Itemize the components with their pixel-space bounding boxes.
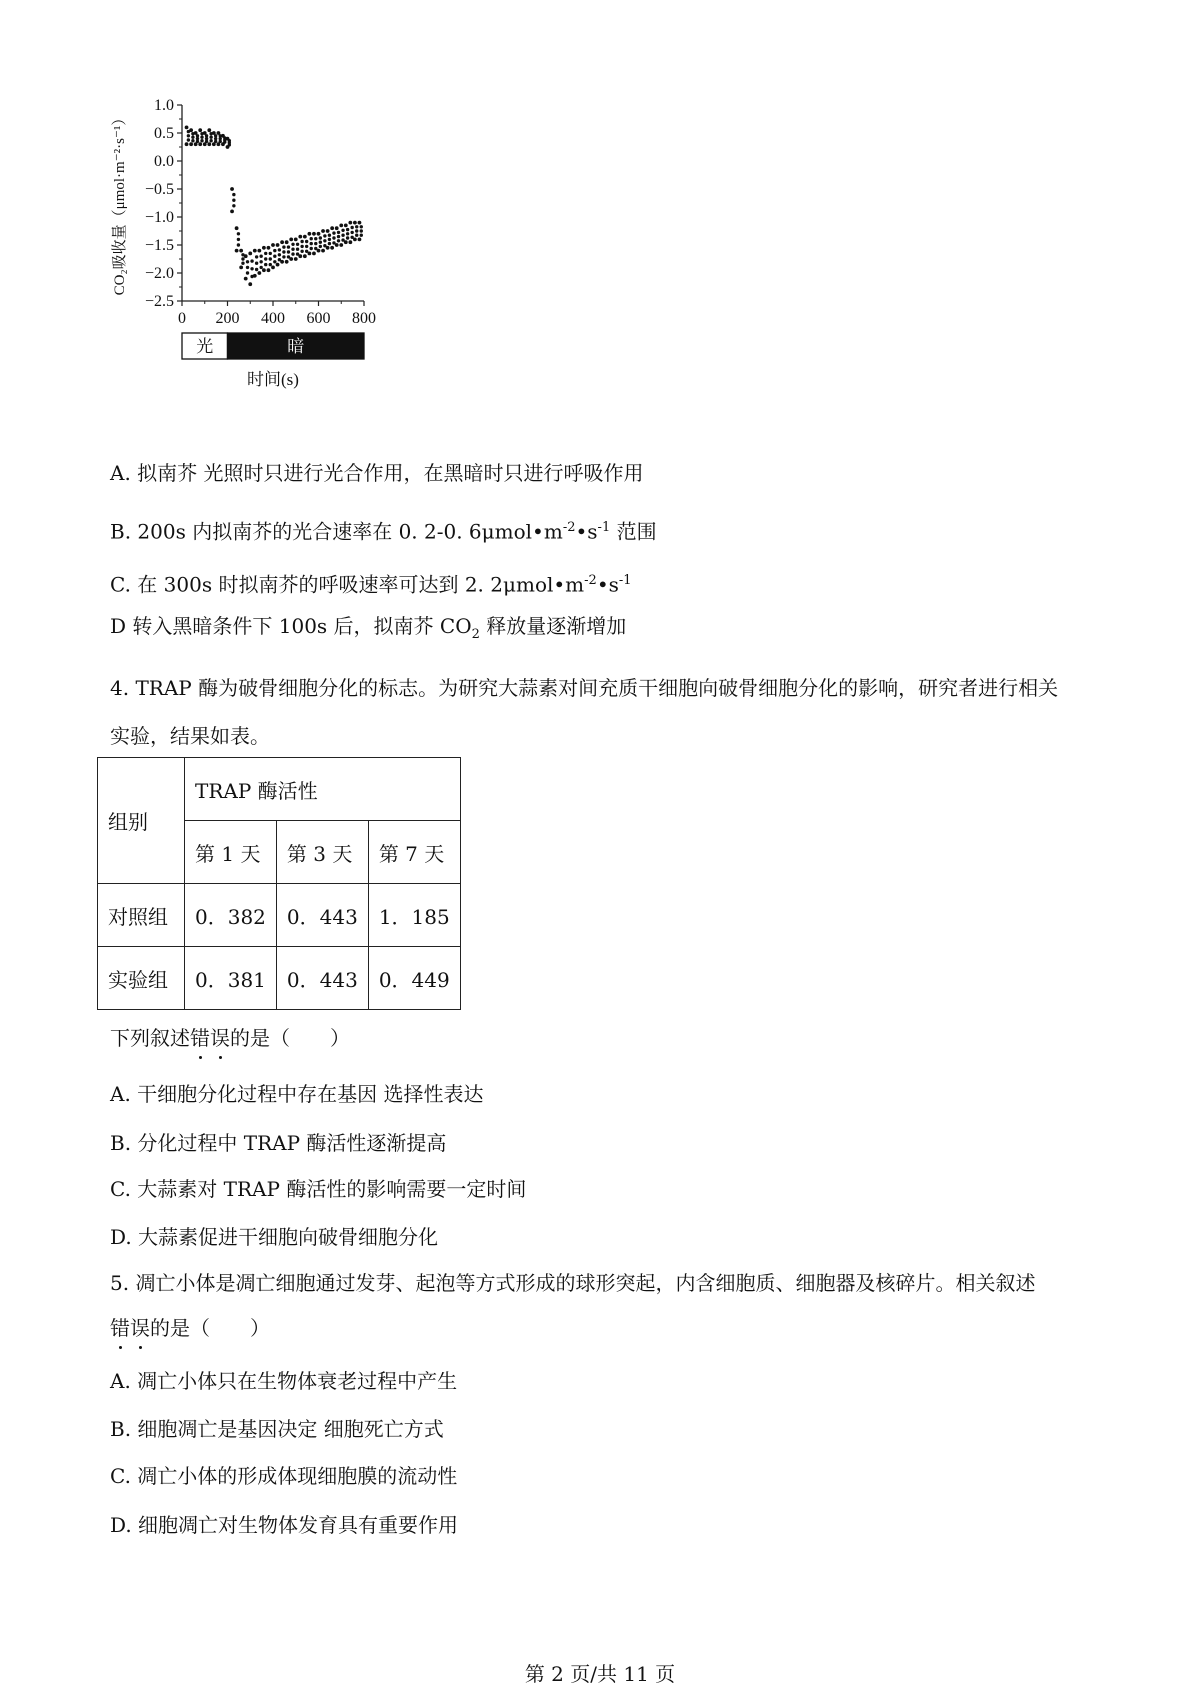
table-cell: 0．381: [185, 947, 277, 1010]
data-point: [312, 232, 316, 236]
table-row: [98, 884, 461, 947]
data-point: [321, 249, 325, 253]
data-point: [300, 250, 303, 253]
data-point: [198, 128, 202, 132]
emphasis-char: 误: [130, 1316, 150, 1340]
data-point: [291, 248, 294, 251]
q4-stem-line1: 4. TRAP 酶为破骨细胞分化的标志。为研究大蒜素对间充质干细胞向破骨细胞分化的影响，研究者进行相关: [110, 676, 1059, 700]
data-point: [350, 231, 353, 234]
data-point: [241, 257, 244, 260]
data-point: [191, 136, 194, 139]
data-point: [310, 247, 313, 250]
data-point: [219, 140, 222, 143]
y-tick-label: −2.0: [144, 265, 174, 282]
data-point: [319, 241, 322, 244]
data-point: [310, 237, 313, 240]
data-point: [273, 249, 276, 252]
data-point: [330, 226, 334, 230]
table-day-3: 第 3 天: [276, 821, 368, 884]
data-point: [187, 134, 190, 137]
data-point: [191, 139, 194, 142]
data-point: [312, 252, 316, 256]
data-point: [271, 243, 275, 247]
q3-option-d-sub: 2: [471, 627, 480, 642]
data-point: [296, 243, 299, 246]
data-point: [348, 240, 352, 244]
data-point: [300, 240, 303, 243]
data-point: [287, 245, 290, 248]
data-point: [348, 221, 352, 225]
q3-option-a: A. 拟南芥 光照时只进行光合作用，在黑暗时只进行呼吸作用: [110, 461, 644, 485]
data-point: [303, 254, 307, 258]
q3-option-b-sup1: -2: [562, 520, 576, 535]
data-point: [350, 226, 353, 229]
data-point: [239, 249, 243, 253]
data-point: [303, 235, 307, 239]
data-point: [319, 245, 322, 248]
q3-option-d-text: D 转入黑暗条件下 100s 后，拟南芥 CO: [110, 614, 472, 638]
data-point: [310, 242, 313, 245]
data-point: [209, 136, 212, 139]
table-day-7: 第 7 天: [368, 821, 460, 884]
data-point: [250, 259, 253, 262]
y-tick-label: −1.5: [144, 237, 174, 254]
data-point: [294, 238, 298, 242]
data-point: [341, 238, 344, 241]
x-axis-label: 时间(s): [247, 370, 299, 389]
data-point: [255, 255, 258, 258]
data-point: [355, 234, 358, 237]
data-point: [346, 236, 349, 239]
data-point: [198, 142, 202, 146]
q4-question-emph: [190, 1026, 230, 1050]
data-point: [319, 236, 322, 239]
table-header-group: 组别: [98, 758, 185, 884]
table-row-name: 实验组: [98, 947, 185, 1010]
data-point: [207, 142, 211, 146]
data-point: [232, 204, 235, 207]
data-point: [228, 143, 231, 146]
data-point: [278, 253, 281, 256]
data-point: [259, 255, 262, 258]
q3-option-b: [110, 515, 657, 545]
data-point: [355, 225, 358, 228]
data-point: [360, 225, 363, 228]
data-point: [205, 140, 208, 143]
data-point: [214, 140, 217, 143]
emphasis-char: 错: [190, 1026, 210, 1050]
data-point: [285, 260, 289, 264]
data-point: [264, 257, 267, 260]
data-point: [237, 243, 240, 246]
data-point: [259, 260, 262, 263]
data-point: [344, 224, 348, 228]
y-tick-label: 0.5: [154, 125, 174, 142]
q4-question-post: 的是（ ）: [230, 1026, 350, 1050]
data-point: [185, 126, 189, 130]
data-point: [353, 221, 357, 225]
q3-option-d-post: 释放量逐渐增加: [479, 614, 627, 638]
data-point: [241, 262, 244, 265]
data-point: [237, 232, 240, 235]
data-point: [232, 199, 235, 202]
q5-option-b: B. 细胞凋亡是基因决定 细胞死亡方式: [110, 1417, 444, 1441]
data-point: [350, 236, 353, 239]
data-point: [282, 255, 285, 258]
data-point: [271, 266, 275, 270]
data-point: [282, 245, 285, 248]
data-point: [287, 250, 290, 253]
data-point: [285, 240, 289, 244]
emphasis-char: 误: [210, 1026, 230, 1050]
data-point: [200, 139, 203, 142]
data-point: [262, 246, 266, 250]
q3-option-b-sup2: -1: [597, 520, 611, 535]
table-cell: 0．443: [276, 947, 368, 1010]
data-point: [255, 262, 258, 265]
data-point: [185, 142, 189, 146]
table-cell: 0．449: [368, 947, 460, 1010]
data-point: [250, 275, 253, 278]
table-cell: 1．185: [368, 884, 460, 947]
data-point: [207, 128, 211, 132]
y-tick-label: −1.0: [144, 209, 174, 226]
data-point: [276, 263, 280, 267]
data-point: [246, 271, 249, 274]
table-cell: 0．382: [185, 884, 277, 947]
data-point: [289, 238, 293, 242]
emphasis-char: 错: [110, 1316, 130, 1340]
y-tick-label: −0.5: [144, 181, 174, 198]
data-point: [337, 239, 340, 242]
data-point: [248, 282, 252, 286]
data-point: [358, 221, 362, 225]
data-point: [255, 268, 258, 271]
data-point: [191, 132, 194, 135]
table-cell: 0．443: [276, 884, 368, 947]
table-row-name: 对照组: [98, 884, 185, 947]
data-point: [296, 252, 299, 255]
data-point: [298, 235, 302, 239]
data-point: [346, 228, 349, 231]
data-point: [246, 260, 249, 263]
data-point: [341, 229, 344, 232]
data-point: [235, 249, 239, 253]
data-point: [355, 229, 358, 232]
data-point: [250, 267, 253, 270]
x-tick-label: 800: [352, 310, 376, 327]
data-point: [248, 252, 252, 256]
data-point: [332, 231, 335, 234]
q5-stem-emph: [110, 1316, 150, 1340]
data-point: [305, 245, 308, 248]
q5-option-c: C. 凋亡小体的形成体现细胞膜的流动性: [110, 1464, 458, 1488]
table-header-activity: TRAP 酶活性: [185, 758, 461, 821]
q3-option-b-text: B. 200s 内拟南芥的光合速率在 0. 2-0. 6μmol•m: [110, 519, 563, 544]
q4-option-c: C. 大蒜素对 TRAP 酶活性的影响需要一定时间: [110, 1177, 527, 1201]
q4-option-b: B. 分化过程中 TRAP 酶活性逐渐提高: [110, 1131, 447, 1155]
q4-stem-line2: 实验，结果如表。: [110, 724, 270, 748]
data-point: [346, 232, 349, 235]
data-point: [305, 250, 308, 253]
data-point: [223, 140, 226, 143]
data-point: [278, 248, 281, 251]
data-point: [269, 252, 272, 255]
data-point: [300, 245, 303, 248]
data-point: [253, 249, 257, 253]
q4-option-d: D. 大蒜素促进干细胞向破骨细胞分化: [110, 1225, 439, 1249]
data-point: [291, 243, 294, 246]
data-point: [337, 235, 340, 238]
data-point: [267, 268, 271, 272]
q5-stem-line2: [110, 1315, 270, 1341]
data-point: [305, 240, 308, 243]
data-point: [321, 229, 325, 233]
q5-option-d: D. 细胞凋亡对生物体发育具有重要作用: [110, 1513, 459, 1537]
data-point: [257, 249, 261, 253]
data-point: [259, 266, 262, 269]
data-point: [294, 257, 298, 261]
table-header-row: [98, 758, 461, 821]
data-point: [200, 132, 203, 135]
data-point: [360, 234, 363, 237]
data-point: [189, 142, 193, 146]
data-point: [230, 187, 234, 191]
data-point: [339, 224, 343, 228]
data-point: [269, 263, 272, 266]
data-point: [287, 255, 290, 258]
table-day-1: 第 1 天: [185, 821, 277, 884]
y-tick-label: −2.5: [144, 293, 174, 310]
q3-option-b-mid: •s: [575, 519, 598, 544]
data-point: [291, 252, 294, 255]
data-point: [278, 258, 281, 261]
data-point: [237, 238, 240, 241]
data-point: [264, 263, 267, 266]
data-point: [273, 260, 276, 263]
data-point: [326, 229, 330, 233]
data-point: [330, 246, 334, 250]
data-point: [239, 266, 243, 270]
data-point: [296, 248, 299, 251]
data-point: [308, 232, 312, 236]
data-point: [196, 140, 199, 143]
y-tick-label: 1.0: [154, 97, 174, 114]
data-point: [232, 193, 235, 196]
x-tick-label: 600: [306, 310, 331, 327]
data-point: [235, 226, 239, 230]
q4-question: [110, 1025, 350, 1051]
data-point: [267, 246, 271, 250]
q5-stem-line1: 5. 凋亡小体是凋亡细胞通过发芽、起泡等方式形成的球形突起，内含细胞质、细胞器及核碎片。相关叙述: [110, 1271, 1036, 1295]
data-point: [314, 242, 317, 245]
data-point: [328, 238, 331, 241]
q4-question-pre: 下列叙述: [110, 1026, 190, 1050]
q3-option-c: [110, 568, 632, 598]
data-point: [332, 241, 335, 244]
data-point: [257, 271, 261, 275]
x-tick-label: 400: [261, 310, 285, 327]
data-point: [241, 253, 244, 256]
q3-option-c-text: C. 在 300s 时拟南芥的呼吸速率可达到 2. 2μmol•m: [110, 572, 585, 597]
data-point: [358, 238, 362, 242]
q3-option-b-post: 范围: [610, 519, 657, 544]
q3-option-d: [110, 613, 626, 648]
q3-option-c-mid: •s: [596, 572, 619, 597]
y-tick-label: 0.0: [154, 153, 174, 170]
dark-label: 暗: [287, 337, 305, 356]
x-tick-label: 200: [215, 310, 240, 327]
data-point: [314, 247, 317, 250]
trap-activity-table: [97, 757, 461, 1010]
data-point: [332, 236, 335, 239]
data-point: [339, 243, 343, 247]
light-label: 光: [196, 337, 214, 356]
data-point: [244, 277, 248, 281]
q5-stem-post: 的是（ ）: [150, 1316, 270, 1340]
data-point: [187, 138, 190, 141]
data-point: [328, 234, 331, 237]
page-footer: 第 2 页/共 11 页: [524, 1662, 676, 1686]
co2-absorption-chart: [110, 95, 430, 435]
data-point: [282, 250, 285, 253]
data-point: [317, 232, 321, 236]
data-point: [273, 255, 276, 258]
data-point: [323, 239, 326, 242]
data-point: [335, 226, 339, 230]
q4-option-a: A. 干细胞分化过程中存在基因 选择性表达: [110, 1082, 484, 1106]
data-point: [314, 237, 317, 240]
x-tick-label: 0: [178, 310, 186, 327]
data-point: [360, 229, 363, 232]
data-point: [337, 231, 340, 234]
data-point: [200, 136, 203, 139]
data-point: [323, 244, 326, 247]
y-axis-label: CO₂吸收量（μmol·m⁻²·s⁻¹）: [112, 110, 128, 296]
data-point: [187, 130, 190, 133]
data-point: [328, 242, 331, 245]
data-point: [230, 210, 234, 214]
data-point: [323, 234, 326, 237]
data-point: [269, 257, 272, 260]
data-point: [209, 132, 212, 135]
data-point: [264, 252, 267, 255]
q3-option-c-sup1: -2: [584, 573, 597, 588]
data-point: [341, 234, 344, 237]
table-row: [98, 947, 461, 1010]
data-point: [209, 139, 212, 142]
data-point: [276, 243, 280, 247]
q3-option-c-sup2: -1: [618, 573, 632, 588]
data-point: [246, 266, 249, 269]
q5-option-a: A. 凋亡小体只在生物体衰老过程中产生: [110, 1369, 458, 1393]
data-point: [262, 268, 266, 272]
data-point: [280, 240, 284, 244]
